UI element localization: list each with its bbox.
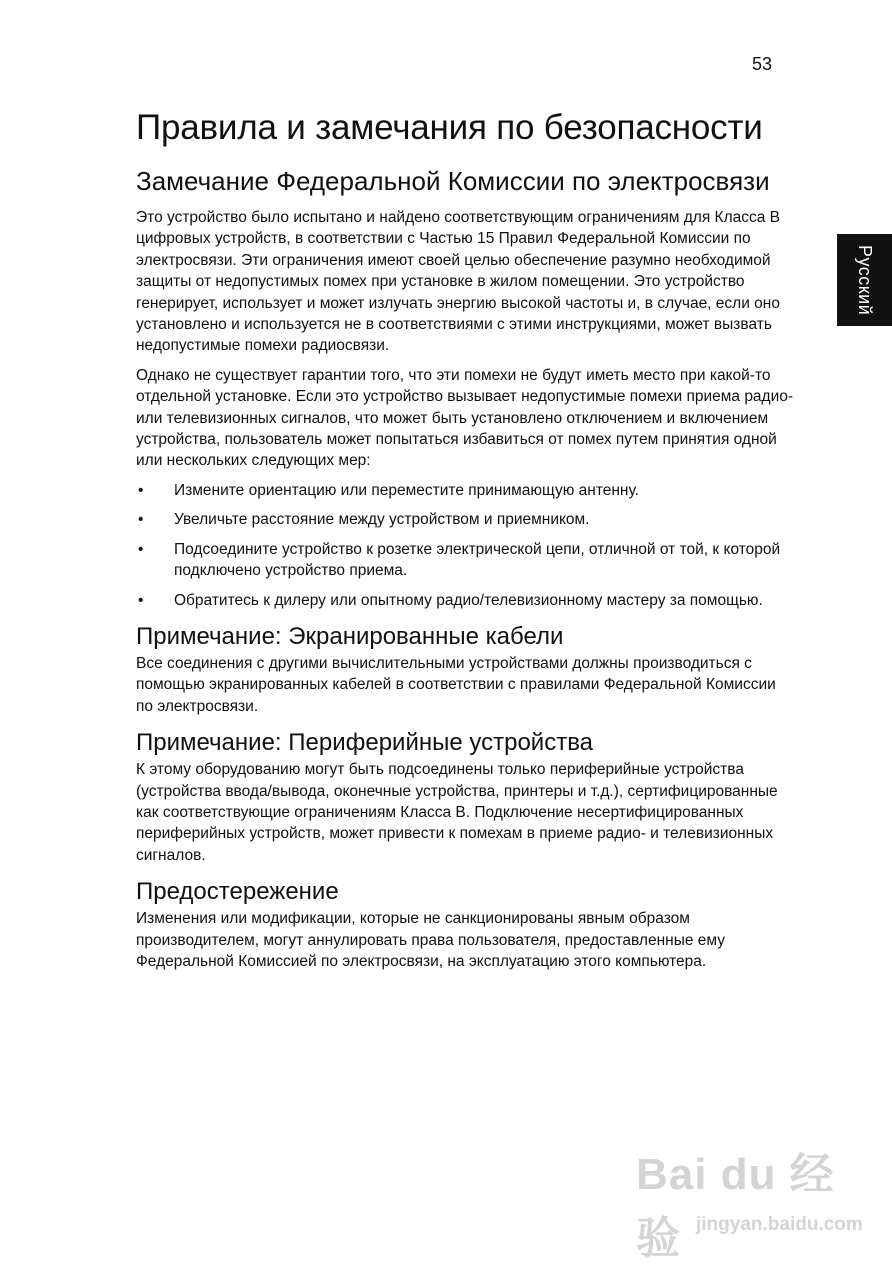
document-body xyxy=(136,108,796,980)
list-item-text: Измените ориентацию или переместите принимающую антенну. xyxy=(174,481,639,499)
bullet-icon: • xyxy=(138,591,144,609)
fcc-paragraph-2: Однако не существует гарантии того, что эти помехи не будут иметь место при какой-то отдельной установке. Если это устройство вызывает недопустимые помехи приема радио- или телевизионных сигналов, что может быть установлено отключением и включением устройства, пользователь может попытаться избавиться от помех путем принятия одной или нескольких следующих мер: xyxy=(136,366,794,470)
shielded-cables-heading: Примечание: Экранированные кабели xyxy=(136,622,564,650)
fcc-paragraph-1: Это устройство было испытано и найдено соответствующим ограничениям для Класса B цифровых устройств, в соответствии с Частью 15 Правил Федеральной Комиссии по электросвязи. Эти ограничения имеют своей целью обеспечение разумно необходимой защиты от недопустимых помех при установке в жилом помещении. Это устройство генерирует, использует и может излучать энергию высокой частоты и, в случае, если оно установлено и используется не в соответствиями с этими инструкциями, может вызвать недопустимые помехи радиосвязи. xyxy=(136,209,780,355)
list-item xyxy=(136,509,796,530)
shielded-cables-text: Все соединения с другими вычислительными устройствами должны производиться с помощью экранированных кабелей в соответствии с правилами Федеральной Комиссии по электросвязи. xyxy=(136,654,776,715)
bullet-icon: • xyxy=(138,540,144,558)
caution-heading: Предостережение xyxy=(136,878,339,906)
list-item xyxy=(136,539,796,582)
list-item-text: Подсоедините устройство к розетке электрической цепи, отличной от той, к которой подключено устройство приема. xyxy=(174,540,781,580)
bullet-icon: • xyxy=(138,481,144,499)
caution-text: Изменения или модификации, которые не санкционированы явным образом производителем, могут аннулировать права пользователя, предоставленные ему Федеральной Комиссией по электросвязи, на эксплуатацию этого компьютера. xyxy=(136,910,725,970)
peripheral-devices-heading: Примечание: Периферийные устройства xyxy=(136,729,594,757)
page-title: Правила и замечания по безопасности xyxy=(136,108,763,147)
bullet-icon: • xyxy=(138,511,144,529)
watermark-logo: Bai du 经验 xyxy=(636,1150,835,1263)
page-number: 53 xyxy=(752,54,773,74)
watermark-url: jingyan.baidu.com xyxy=(696,1214,863,1235)
language-tab-label: Русский xyxy=(855,244,875,316)
fcc-heading: Замечание Федеральной Комиссии по электросвязи xyxy=(136,166,770,196)
list-item xyxy=(136,590,796,611)
list-item-text: Увеличьте расстояние между устройством и приемником. xyxy=(174,511,590,529)
peripheral-devices-text: К этому оборудованию могут быть подсоединены только периферийные устройства (устройства ввода/вывода, оконечные устройства, принтеры и т.д.), сертифицированные как соответствующие ограничениям Класса B. Подключение несертифицированных периферийных устройств, может привести к помехам в приеме радио- и телевизионных сигналов. xyxy=(136,761,778,864)
list-item-text: Обратитесь к дилеру или опытному радио/телевизионному мастеру за помощью. xyxy=(174,591,763,609)
baidu-watermark xyxy=(636,1138,863,1263)
fcc-measures-list xyxy=(136,480,796,611)
list-item xyxy=(136,480,796,501)
language-tab xyxy=(837,234,892,326)
